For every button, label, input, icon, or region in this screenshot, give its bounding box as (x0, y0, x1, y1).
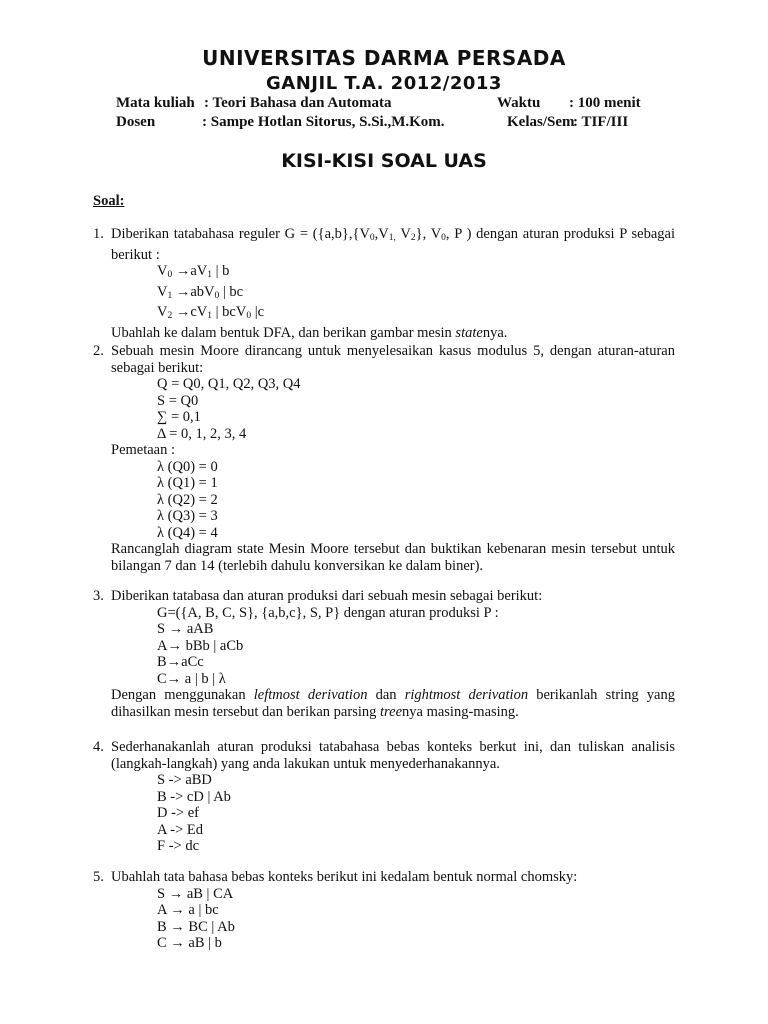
production-rule: G=({A, B, C, S}, {a,b,c}, S, P} dengan aturan produksi P : (157, 604, 499, 621)
definition-line: Q = Q0, Q1, Q2, Q3, Q4 (157, 376, 301, 392)
university-name: UNIVERSITAS DARMA PERSADA (202, 46, 566, 70)
mapping-line: λ (Q2) = 2 (157, 491, 218, 508)
semester-title: GANJIL T.A. 2012/2013 (266, 73, 502, 94)
question-3 (93, 588, 675, 720)
course-label: Mata kuliah (116, 95, 195, 111)
mapping-line: λ (Q3) = 3 (157, 508, 218, 524)
question-ending: Ubahlah ke dalam bentuk DFA, dan berikan gambar mesin statenya. (111, 324, 508, 341)
question-intro: Ubahlah tata bahasa bebas konteks berikut ini kedalam bentuk normal chomsky: (111, 869, 578, 885)
production-rule: S → aAB (157, 621, 214, 637)
production-rule: A→ bBb | aCb (157, 637, 244, 654)
question-ending: Rancanglah diagram state Mesin Moore tersebut dan buktikan kebenaran mesin tersebut untuk bilangan 7 dan 14 (terlebih dahulu konversikan ke dalam biner). (111, 541, 675, 574)
class-value: : TIF/III (573, 114, 629, 130)
production-rule: A -> Ed (157, 821, 204, 838)
question-ending: Dengan menggunakan leftmost derivation dan rightmost derivation berikanlah string yang dihasilkan mesin tersebut dan berikan parsing treenya masing-masing. (111, 687, 675, 720)
question-number: 3. (93, 588, 104, 604)
question-number: 2. (93, 343, 104, 359)
production-rule: B→aCc (157, 654, 204, 670)
production-rule: C → aB | b (157, 935, 222, 951)
question-intro: Diberikan tatabasa dan aturan produksi dari sebuah mesin sebagai berikut: (111, 588, 543, 604)
question-1 (93, 226, 675, 341)
production-rule: A → a | bc (157, 902, 219, 918)
mapping-line: λ (Q4) = 4 (157, 524, 218, 541)
soal-heading: Soal: (93, 193, 125, 209)
production-rule: $V_1 \to abV_0$ | bc (157, 283, 244, 301)
production-rule: S -> aBD (157, 772, 212, 788)
production-rule: B -> cD | Ab (157, 788, 231, 805)
definition-line: ∑ = 0,1 (157, 409, 201, 425)
question-2 (93, 343, 675, 574)
mapping-line: λ (Q1) = 1 (157, 475, 218, 491)
definition-line: Δ = 0, 1, 2, 3, 4 (157, 425, 247, 442)
question-number: 4. (93, 739, 104, 755)
course-value: : Teori Bahasa dan Automata (204, 95, 392, 111)
production-rule: B → BC | Ab (157, 918, 235, 935)
time-label: Waktu (497, 95, 541, 111)
question-intro: Diberikan tatabahasa reguler $G = (\{a,b\},\{V_0,V_{1,}$ $V_2$}, $V_0$, P ) dengan aturan produksi P sebagai berikut : (111, 226, 675, 263)
time-value: : 100 menit (569, 95, 641, 111)
question-number: 1. (93, 226, 104, 242)
production-rule: $V_2 \to cV_1$ | bcV$_0$ |c (157, 304, 265, 321)
production-rule: D -> ef (157, 805, 199, 821)
definition-line: S = Q0 (157, 392, 199, 409)
page-title: KISI-KISI SOAL UAS (281, 150, 487, 172)
lecturer-value: : Sampe Hotlan Sitorus, S.Si.,M.Kom. (202, 114, 445, 130)
production-rule: C→ a | b | λ (157, 670, 226, 687)
question-intro: Sebuah mesin Moore dirancang untuk menyelesaikan kasus modulus 5, dengan aturan-aturan sebagai berikut: (111, 343, 675, 376)
production-rule: $V_0 \to aV_1$ | b (157, 263, 230, 280)
question-number: 5. (93, 869, 104, 885)
question-intro: Sederhanakanlah aturan produksi tatabahasa bebas konteks berkut ini, dan tuliskan analisis (langkah-langkah) yang anda lakukan untuk menyederhanakannya. (111, 739, 675, 772)
class-label: Kelas/Sem (507, 114, 575, 130)
production-rule: S → aB | CA (157, 885, 234, 902)
question-5 (93, 869, 675, 952)
production-rule: F -> dc (157, 838, 200, 854)
lecturer-label: Dosen (116, 114, 156, 130)
question-4 (93, 739, 675, 855)
mapping-label: Pemetaan : (111, 442, 176, 458)
mapping-line: λ (Q0) = 0 (157, 458, 218, 475)
